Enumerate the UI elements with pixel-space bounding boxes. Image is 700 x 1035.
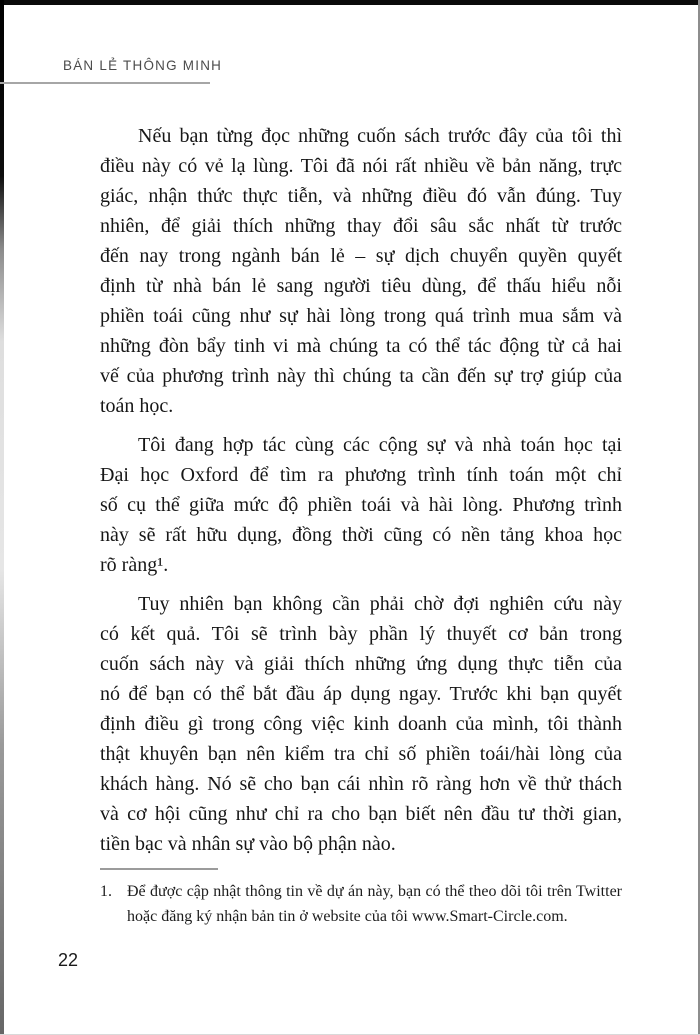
text-line: nhiên, để giải thích những thay đổi sâu sắc nhất từ trước bbox=[100, 215, 622, 237]
text-line-with-footnote-ref: rõ ràng¹. bbox=[100, 554, 169, 576]
text-line: giác, nhận thức thực tiễn, và những điều đó vẫn đúng. Tuy bbox=[100, 185, 622, 207]
footnote-text: Để được cập nhật thông tin về dự án này, bạn có thể theo dõi tôi trên Twitter bbox=[127, 883, 622, 900]
header-rule bbox=[0, 82, 210, 84]
text-line: tiền bạc và nhân sự vào bộ phận nào. bbox=[100, 833, 396, 855]
text-line: này sẽ rất hữu dụng, đồng thời cũng có nền tảng khoa học bbox=[100, 524, 622, 546]
text-line: Tôi đang hợp tác cùng các cộng sự và nhà toán học tại bbox=[138, 434, 622, 456]
scan-edge-left bbox=[0, 0, 4, 1035]
text-line: thật khuyên bạn nên kiểm tra chỉ số phiền toái/hài lòng của bbox=[100, 743, 622, 765]
text-line: định từ nhà bán lẻ sang người tiêu dùng, để thấu hiểu nỗi bbox=[100, 275, 622, 297]
page-number: 22 bbox=[58, 950, 79, 970]
text-line: định điều gì trong công việc kinh doanh của mình, tôi thành bbox=[100, 713, 622, 735]
footnote-rule bbox=[100, 868, 218, 870]
text-line: Nếu bạn từng đọc những cuốn sách trước đây của tôi thì bbox=[138, 125, 622, 147]
text-line: những đòn bẩy tinh vi mà chúng ta có thể tác động từ cả hai bbox=[100, 335, 622, 357]
text-line: và cơ hội cũng như chỉ ra cho bạn biết nên đầu tư thời gian, bbox=[100, 803, 622, 825]
text-line: toán học. bbox=[100, 395, 174, 417]
paragraph-1 bbox=[100, 121, 622, 421]
paragraph-3 bbox=[100, 589, 622, 859]
text-line: Tuy nhiên bạn không cần phải chờ đợi nghiên cứu này bbox=[138, 593, 622, 615]
footnote-line: hoặc đăng ký nhận bản tin ở website của tôi www.Smart-Circle.com. bbox=[127, 908, 568, 925]
text-line: phiền toái cũng như sự hài lòng trong quá trình mua sắm và bbox=[100, 305, 622, 327]
text-line: số cụ thể giữa mức độ phiền toái và hài lòng. Phương trình bbox=[100, 494, 622, 516]
text-line: khách hàng. Nó sẽ cho bạn cái nhìn rõ ràng hơn về thử thách bbox=[100, 773, 622, 795]
footnote-line bbox=[100, 879, 622, 904]
footnote-marker: 1. bbox=[100, 883, 112, 900]
text-line: cuốn sách này và giải thích những ứng dụng thực tiễn của bbox=[100, 653, 622, 675]
text-line: điều này có vẻ lạ lùng. Tôi đã nói rất nhiều về bản năng, trực bbox=[100, 155, 622, 177]
text-line: nó để bạn có thể bắt đầu áp dụng ngay. Trước khi bạn quyết bbox=[100, 683, 622, 705]
text-line: vế của phương trình này thì chúng ta cần đến sự trợ giúp của bbox=[100, 365, 622, 387]
text-line: đến nay trong ngành bán lẻ – sự dịch chuyển quyền quyết bbox=[100, 245, 622, 267]
text-line: có kết quả. Tôi sẽ trình bày phần lý thuyết cơ bản trong bbox=[100, 623, 622, 645]
running-header: BÁN LẺ THÔNG MINH bbox=[63, 57, 223, 73]
body-text bbox=[100, 121, 622, 859]
scan-edge-top bbox=[0, 0, 700, 5]
footnote bbox=[100, 868, 622, 929]
text-line: Đại học Oxford để tìm ra phương trình tính toán một chỉ bbox=[100, 464, 622, 486]
paragraph-2 bbox=[100, 430, 622, 580]
